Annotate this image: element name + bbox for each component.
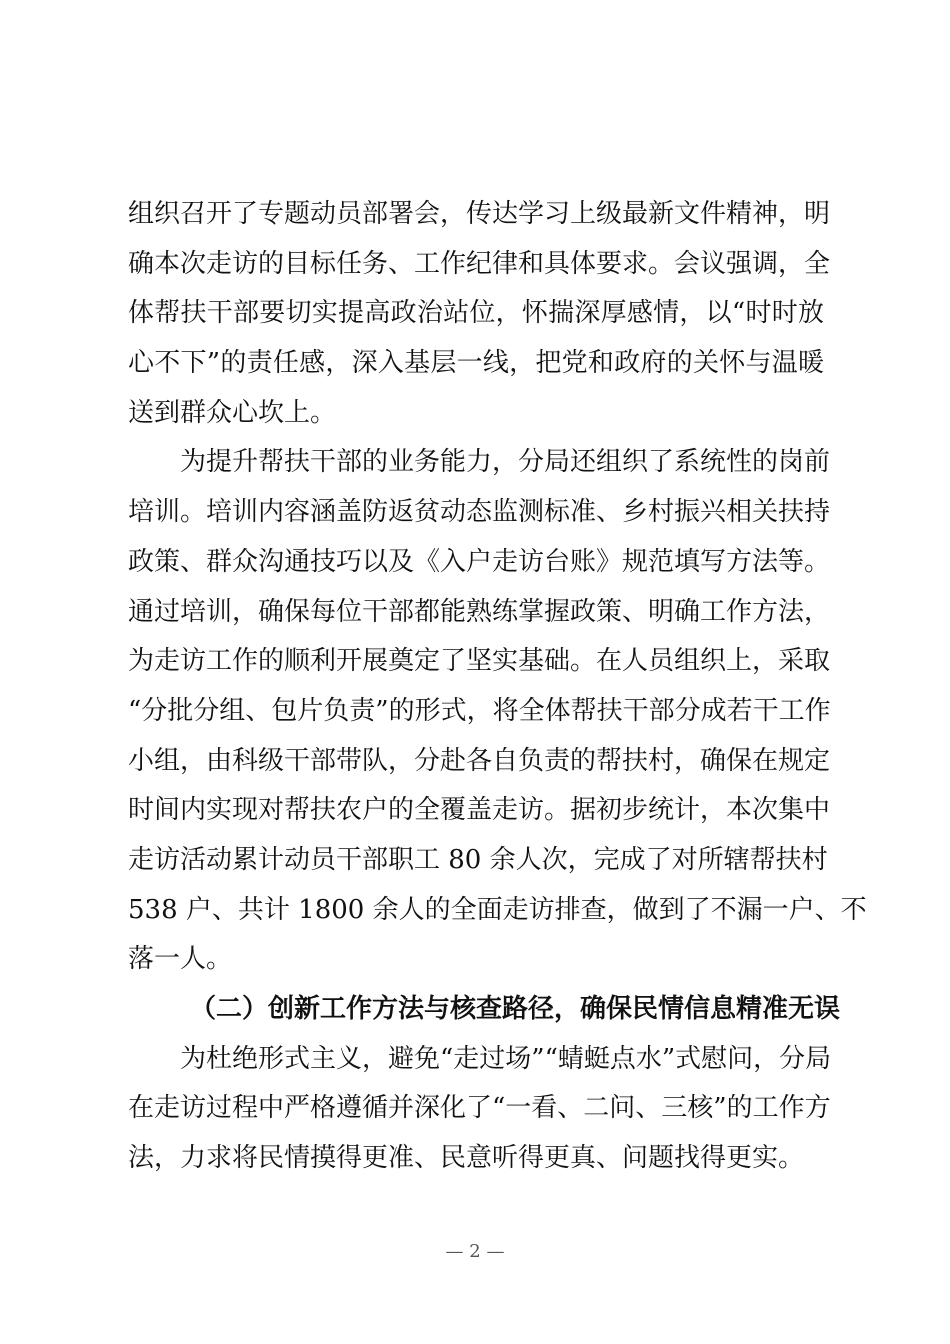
paragraph-line: 确本次走访的目标任务、工作纪律和具体要求。会议强调，全 — [128, 248, 831, 279]
paragraph-line: 组织召开了专题动员部署会，传达学习上级最新文件精神，明 — [128, 199, 831, 229]
paragraph-line: 在走访过程中严格遵循并深化了“一看、二问、三核”的工作方 — [128, 1093, 831, 1124]
paragraph-line: 538 户、共计 1800 余人的全面走访排查，做到了不漏一户、不 — [128, 894, 867, 925]
paragraph-line: 通过培训，确保每位干部都能熟练掌握政策、明确工作方法， — [128, 596, 831, 627]
paragraph-line: 心不下”的责任感，深入基层一线，把党和政府的关怀与温暖 — [128, 348, 824, 379]
document-body — [128, 190, 867, 1184]
section-heading: （二）创新工作方法与核查路径，确保民情信息精准无误 — [190, 994, 841, 1024]
paragraph-line: 送到群众心坎上。 — [128, 397, 337, 428]
paragraph-line: 政策、群众沟通技巧以及《入户走访台账》规范填写方法等。 — [128, 546, 831, 577]
paragraph-line: 法，力求将民情摸得更准、民意听得更真、问题找得更实。 — [128, 1143, 805, 1174]
paragraph-line: 走访活动累计动员干部职工 80 余人次，完成了对所辖帮扶村 — [128, 844, 828, 875]
paragraph-line: 体帮扶干部要切实提高政治站位，怀揣深厚感情，以“时时放 — [128, 298, 824, 329]
paragraph-line: “分批分组、包片负责”的形式，将全体帮扶干部分成若干工作 — [128, 695, 831, 726]
paragraph-line: 时间内实现对帮扶农户的全覆盖走访。据初步统计，本次集中 — [128, 795, 831, 826]
paragraph-line: 为杜绝形式主义，避免“走过场”“蜻蜓点水”式慰问，分局 — [180, 1043, 832, 1074]
paragraph-line: 培训。培训内容涵盖防返贫动态监测标准、乡村振兴相关扶持 — [128, 497, 831, 528]
paragraph-line: 为提升帮扶干部的业务能力，分局还组织了系统性的岗前 — [180, 447, 831, 478]
paragraph-line: 小组，由科级干部带队，分赴各自负责的帮扶村，确保在规定 — [128, 745, 831, 776]
paragraph-line: 为走访工作的顺利开展奠定了坚实基础。在人员组织上，采取 — [128, 646, 831, 677]
page-number: — 2 — — [445, 1241, 505, 1262]
paragraph-line: 落一人。 — [128, 944, 233, 975]
